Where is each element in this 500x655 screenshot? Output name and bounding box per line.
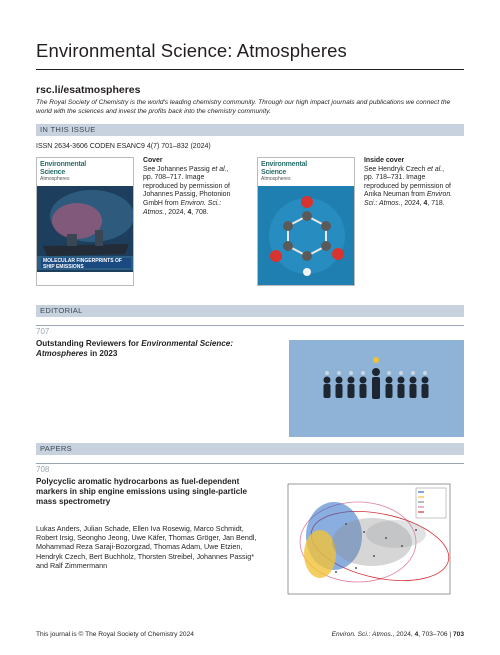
section-bar-editorial: [36, 305, 464, 317]
footer-citation: [332, 631, 464, 638]
article-title[interactable]: Polycyclic aromatic hydrocarbons as fuel-dependent markers in ship engine emissions using single-particle mass spectrometry: [36, 477, 247, 506]
scatter-graphic: [276, 476, 462, 606]
cover-label: Environmental: [261, 161, 308, 168]
title-journal: Environmental Science: Atmospheres: [36, 339, 234, 358]
author-list: Lukas Anders, Julian Schade, Ellen Iva Rosewig, Marco Schmidt, Robert Irsig, Seongho Jeong, Uwe Käfer, Thomas Gröger, Jan Bendl, Mohammad Reza Saraji-Bozorgzad, Thomas Adam, Uwe Etzien, Hendryk Czech, Bert Buchholz, Thorsten Streibel, Johannes Passig* and Ralf Zimmermann: [36, 524, 257, 570]
paper-graphic: [276, 476, 462, 606]
desc-text: , pp. 718–731. Image reproduced by permission of Anika Neuman from: [364, 165, 451, 199]
molecule-illustration: [258, 186, 355, 286]
desc-text: , 708.: [191, 208, 209, 216]
footer-copyright: This journal is © The Royal Society of Chemistry 2024: [36, 631, 194, 638]
editorial-illustration: [289, 340, 464, 437]
title-rule: [36, 69, 464, 70]
cover-label: Environmental: [40, 161, 87, 168]
issn-line: ISSN 2634-3606 CODEN ESANC9 4(7) 701–832 (2024): [36, 143, 211, 150]
cover-masthead: [37, 158, 133, 186]
desc-volume: 4: [187, 208, 192, 216]
desc-text: , 2024,: [400, 199, 424, 207]
desc-journal: Environ. Sci.: Atmos.: [364, 191, 453, 207]
section-header: EDITORIAL: [40, 306, 83, 315]
desc-etal: et al.: [427, 165, 443, 173]
footer-volume: 4: [414, 631, 419, 638]
cover-banner: MOLECULAR FINGERPRINTS OF SHIP EMISSIONS: [43, 258, 122, 270]
footer-separator: |: [447, 631, 453, 638]
reviewers-graphic: [289, 340, 464, 437]
cover-description-2: [364, 157, 454, 209]
footer-page-number: 703: [452, 631, 464, 638]
journal-intro: The Royal Society of Chemistry is the world's leading chemistry community. Through our high impact journals and publications we connect the world with the sciences and invest the profits back into the chemistry community.: [36, 99, 451, 115]
desc-text: See Johannes Passig: [143, 165, 212, 173]
cover-heading: Inside cover: [364, 157, 405, 164]
page-number: 707: [36, 327, 50, 336]
section-bar-in-this-issue: [36, 124, 464, 136]
desc-text: See Hendryk Czech: [364, 165, 428, 173]
cover-heading: Cover: [143, 157, 163, 164]
desc-text: , pp. 708–717. Image reproduced by permission of Johannes Passig, Photonion GmbH from: [143, 165, 231, 207]
cover-image-1[interactable]: [36, 157, 134, 286]
page-number: 708: [36, 465, 50, 474]
desc-etal: et al.: [211, 165, 227, 173]
footer-journal: Environ. Sci.: Atmos.: [331, 631, 393, 638]
cover-image-2[interactable]: [257, 157, 355, 286]
desc-journal: Environ. Sci.: Atmos.: [143, 199, 222, 216]
cover-label: Science: [261, 168, 287, 176]
section-bar-papers: [36, 443, 464, 455]
section-header: PAPERS: [40, 444, 73, 453]
section-rule: [36, 463, 464, 464]
cover-label: Science: [40, 168, 66, 176]
desc-text: , 718.: [427, 199, 445, 207]
desc-text: , 2024,: [164, 208, 188, 216]
footer-text: , 703–706: [418, 631, 448, 638]
cover-label: Atmospheres: [40, 176, 70, 182]
title-text: in 2023: [87, 349, 118, 358]
cover-label: Atmospheres: [261, 176, 291, 182]
journal-url[interactable]: rsc.li/esatmospheres: [36, 84, 141, 96]
ship-illustration: [37, 186, 134, 286]
title-text: Outstanding Reviewers for: [36, 339, 142, 348]
section-header: IN THIS ISSUE: [40, 125, 96, 134]
cover-masthead: [258, 158, 354, 186]
desc-volume: 4: [423, 199, 428, 207]
article-title[interactable]: [36, 339, 266, 359]
footer-text: , 2024,: [392, 631, 415, 638]
journal-title: Environmental Science: Atmospheres: [36, 40, 347, 61]
cover-description-1: [143, 157, 233, 217]
section-rule: [36, 325, 464, 326]
